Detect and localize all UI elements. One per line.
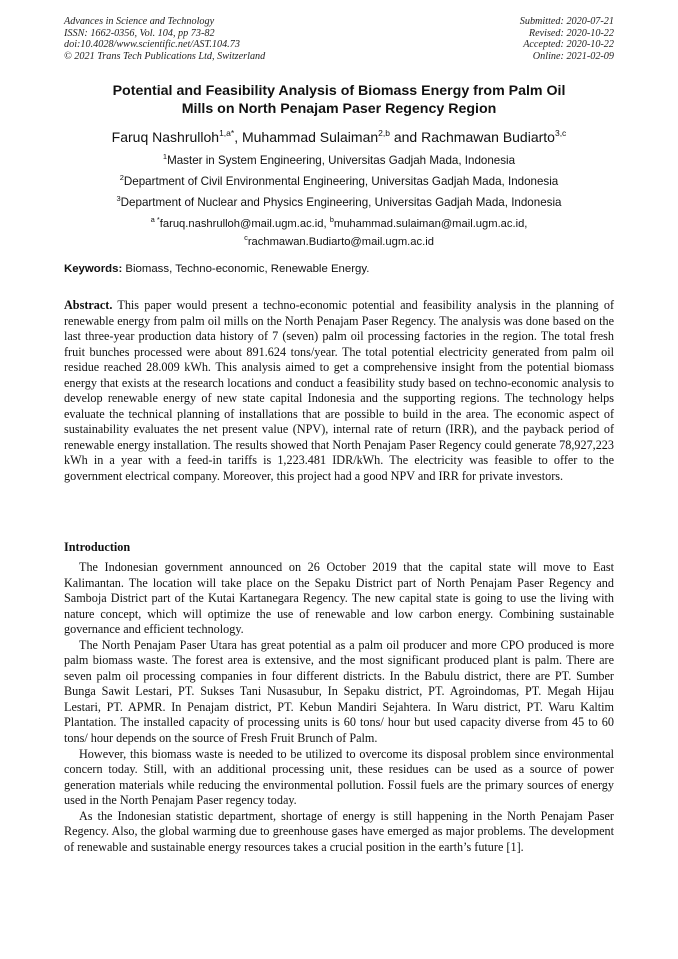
affiliation-2	[40, 171, 638, 189]
email-line-2	[40, 231, 638, 249]
issn-line: ISSN: 1662-0356, Vol. 104, pp 73-82	[64, 27, 215, 39]
journal-header-left	[64, 16, 265, 62]
title-line-1: Potential and Feasibility Analysis of Biomass Energy from Palm Oil	[112, 83, 566, 99]
paper-title	[70, 82, 608, 118]
author-sup: 3,c	[554, 128, 567, 138]
author-name: Muhammad Sulaiman	[241, 129, 379, 145]
affiliation-3	[40, 192, 638, 210]
body-paragraph: However, this biomass waste is needed to be utilized to overcome its disposal problem since environmental concern today. Still, with an additional processing unit, these residues can be used as a source of power generation materials while reducing the environmental pollution. Fossil fuels are the primary sources of energy used in the North Penajam Paser regency today.	[64, 746, 614, 808]
email-b[interactable]: muhammad.sulaiman@mail.ugm.ac.id,	[333, 218, 528, 230]
body-paragraph: The Indonesian government announced on 26 October 2019 that the capital state will move to East Kalimantan. The location will take place on the Sepaku District part of North Penajam Paser Regency and Samboja District part of the Kutai Kartanegara Regency. The new capital state is going to use the living with nature concept, which will optimize the use of renewable and low carbon energy. Combining sustainable governance and efficient technology.	[64, 560, 614, 637]
accepted-date: Accepted: 2020-10-22	[523, 39, 614, 51]
author-sup: 1,a*	[219, 128, 235, 138]
author-name: Faruq Nashrulloh	[111, 129, 220, 145]
author-emails	[40, 213, 638, 249]
email-sup: c	[244, 233, 248, 242]
affiliation-sup: 2	[119, 173, 124, 182]
journal-name: Advances in Science and Technology	[64, 16, 215, 27]
abstract	[64, 298, 614, 485]
affiliation-text: Department of Civil Environmental Engineering, Universitas Gadjah Mada, Indonesia	[123, 175, 559, 188]
body-paragraph: The North Penajam Paser Utara has great potential as a palm oil producer and more CPO produced is more palm biomass waste. The forest area is extensive, and the most significant produced plant is palm. There are seven palm oil processing companies in four different districts. In the Babulu district, there are PT. Sumber Bunga Sawit Lestari, PT. Sukses Tani Nusasubur, In Sepaku district, PT. Agroindomas, PT. Megah Hijau Lestari, PT. APMR. In Penajam district, PT. Kebun Mandiri Sejahtera. In Waru district, PT. Waru Kaltim Plantation. The installed capacity of processing units is 60 tons/ hour but used capacity diverse from 45 to 60 tons/ hour depends on the source of Fresh Fruit Brunch of Palm.	[64, 637, 614, 746]
author-separator: and	[389, 129, 422, 145]
revised-date: Revised: 2020-10-22	[528, 27, 614, 39]
body-paragraph: As the Indonesian statistic department, shortage of energy is still happening in the North Penajam Paser Regency. Also, the global warming due to greenhouse gases have emerged as major problems. The development of renewable and sustainable energy resources takes a crucial position in the earth’s future [1].	[64, 808, 614, 854]
email-line-1	[40, 213, 638, 231]
section-heading-introduction: Introduction	[64, 540, 131, 554]
email-sup: b	[329, 215, 334, 224]
affiliation-1	[40, 150, 638, 168]
author-name: Rachmawan Budiarto	[421, 129, 555, 145]
copyright-line: © 2021 Trans Tech Publications Ltd, Switzerland	[64, 50, 266, 62]
online-date: Online: 2021-02-09	[532, 50, 614, 62]
author-separator: ,	[234, 129, 242, 145]
journal-header-right	[520, 16, 614, 62]
keywords-text: Biomass, Techno-economic, Renewable Energy.	[122, 263, 370, 275]
doi-line: doi:10.4028/www.scientific.net/AST.104.73	[64, 39, 240, 51]
introduction-body	[64, 560, 614, 855]
abstract-label: Abstract.	[64, 298, 113, 312]
affiliation-sup: 3	[116, 194, 121, 203]
abstract-text: This paper would present a techno-economic potential and feasibility analysis in the planning of renewable energy from palm oil mills on the North Penajam Paser Regency. The analysis was done based on the last three-year production data history of 7 (seven) palm oil processing factories in the region. The total fresh fruit bunches processed were about 891.624 tons/year. The total potential electricity generated from palm oil residue reached 28.009 kWh. This analysis aimed to get a comprehensive insight from the potential biomass energy that exists at the research locations and conduct a feasibility study based on techno-economic analysis to develop renewable energy of new state capital Indonesia and the supporting regions. The technology helps evaluate the technical planning of installations that are possible to build in the area. The economic aspect of sustainability evaluates the net present value (NPV), internal rate of return (IRR), and the payback period of renewable energy installation. The results showed that North Penajam Paser Regency could generate 78,927,223 kWh in a year with a feed-in tariffs is 1,223.481 IDR/kWh. The electricity was feasible to offer to the government electrical company. Moreover, this project had a good NPV and IRR for private investors.	[64, 298, 614, 484]
affiliation-sup: 1	[162, 152, 168, 161]
email-a[interactable]: faruq.nashrulloh@mail.ugm.ac.id,	[159, 218, 330, 230]
submitted-date: Submitted: 2020-07-21	[519, 16, 614, 27]
title-line-2: Mills on North Penajam Paser Regency Region	[181, 101, 497, 117]
email-c[interactable]: rachmawan.Budiarto@mail.ugm.ac.id	[247, 236, 434, 248]
author-list	[40, 124, 638, 146]
affiliation-text: Master in System Engineering, Universitas Gadjah Mada, Indonesia	[167, 154, 516, 167]
keywords-label: Keywords:	[64, 263, 123, 275]
author-sup: 2,b	[378, 128, 390, 138]
affiliation-text: Department of Nuclear and Physics Engineering, Universitas Gadjah Mada, Indonesia	[120, 196, 562, 209]
keywords	[64, 262, 614, 276]
email-sup: a *	[150, 215, 160, 224]
